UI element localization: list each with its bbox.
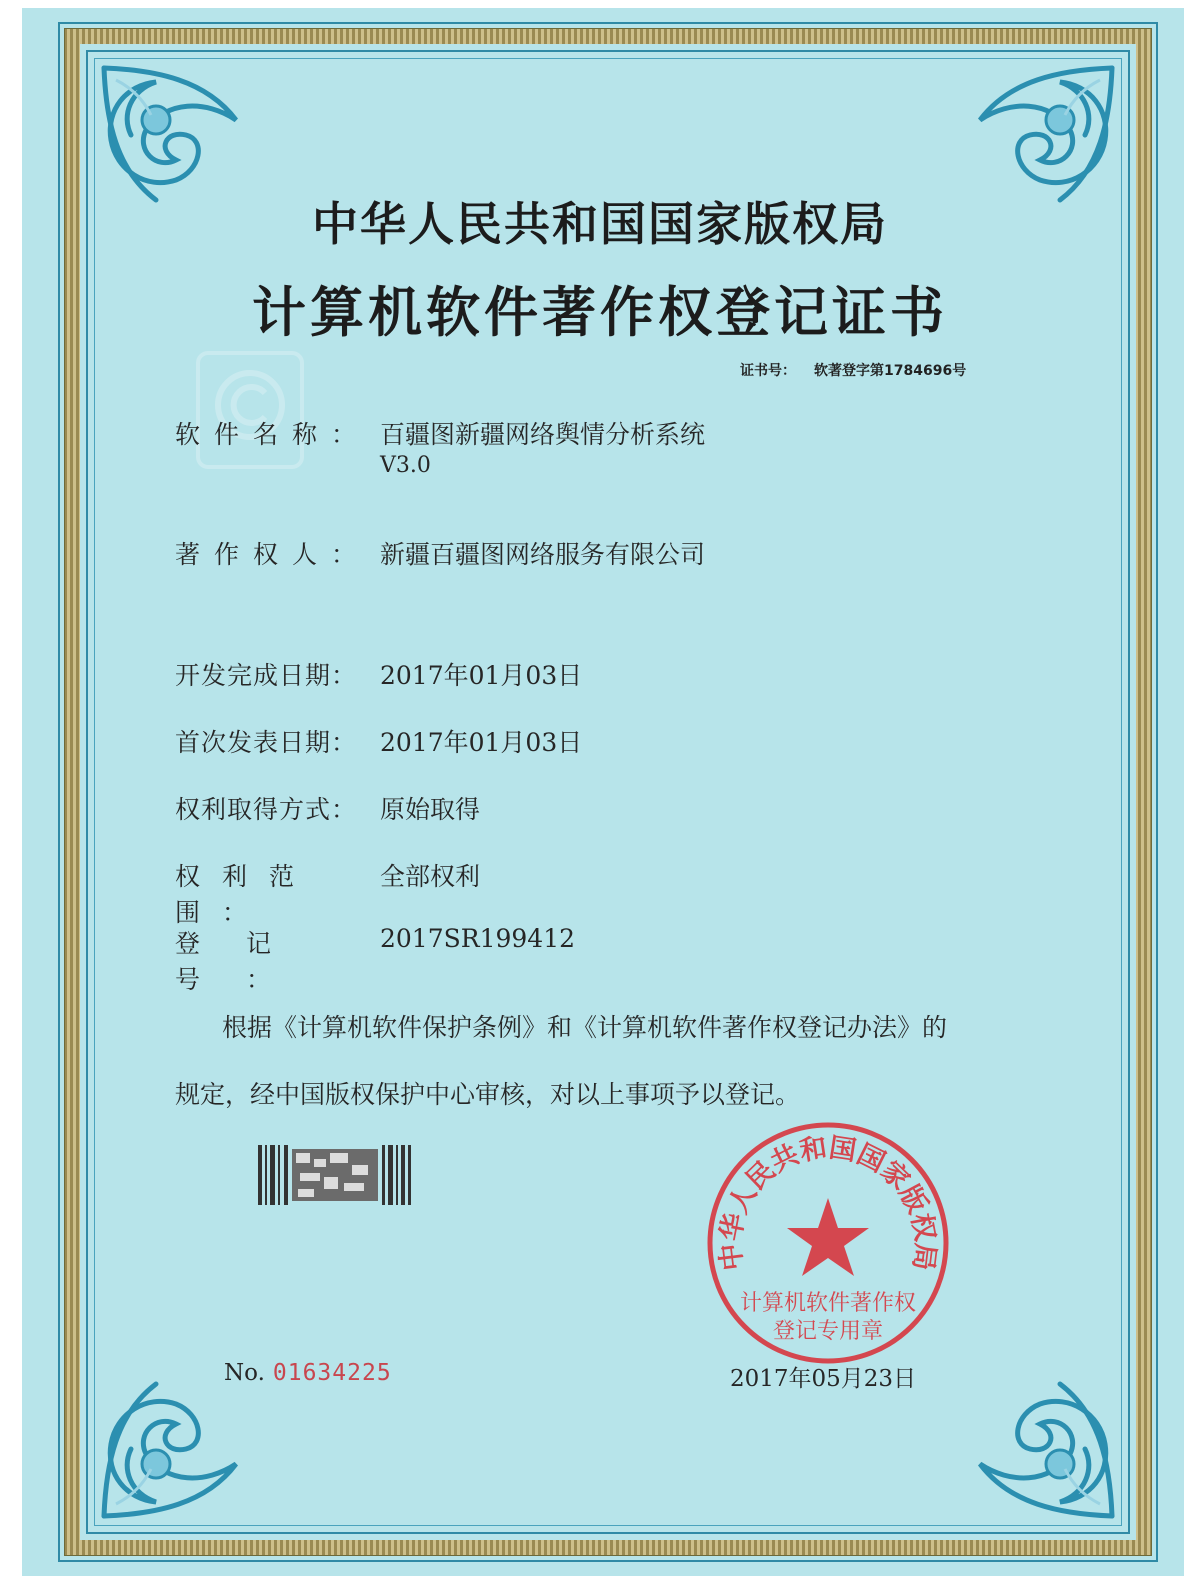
seal-line-2: 登记专用章 — [772, 1319, 884, 1344]
serial-label: No. — [224, 1360, 265, 1386]
statement-line-1: 根据《计算机软件保护条例》和《计算机软件著作权登记办法》的 — [222, 1013, 948, 1042]
field-value: 原始取得 — [380, 795, 481, 824]
serial-value: 01634225 — [272, 1360, 392, 1386]
certificate-number — [740, 360, 966, 380]
issue-date: 2017年05月23日 — [730, 1366, 917, 1392]
field-value: 2017年01月03日 — [380, 661, 583, 690]
seal-line-1: 计算机软件著作权 — [739, 1291, 917, 1316]
field-label: 权利取得方式： — [175, 795, 358, 824]
field-value: 2017SR199412 — [380, 924, 576, 953]
field-label: 首次发表日期： — [175, 728, 358, 757]
official-seal-stamp — [703, 1118, 953, 1368]
field-value — [380, 415, 980, 478]
field-label: 著作权人： — [175, 540, 371, 569]
seal-star-icon — [787, 1198, 869, 1276]
statement-line-2: 规定，经中国版权保护中心审核，对以上事项予以登记。 — [175, 1080, 801, 1109]
certificate-title: 计算机软件著作权登记证书 — [252, 281, 948, 344]
field-label: 登记号： — [175, 929, 318, 994]
field-label: 权利范围： — [175, 862, 317, 927]
field-value: 2017年01月03日 — [380, 728, 583, 757]
software-name-version: V3.0 — [380, 453, 431, 478]
barcode-icon — [258, 1145, 414, 1205]
software-name-line1: 百疆图新疆网络舆情分析系统 — [380, 420, 706, 449]
issuer-title: 中华人民共和国国家版权局 — [312, 197, 888, 251]
field-label: 开发完成日期： — [175, 661, 358, 690]
serial-number — [224, 1360, 392, 1386]
certificate-number-value: 软著登字第1784696号 — [814, 363, 967, 379]
field-value: 新疆百疆图网络服务有限公司 — [380, 540, 706, 569]
corner-ornament-bottom-left — [96, 1374, 246, 1524]
copyright-emboss-icon — [190, 345, 310, 475]
certificate-number-label: 证书号： — [740, 363, 796, 379]
seal-ring-text: 中华人民共和国国家版权局 — [715, 1132, 941, 1273]
field-value: 全部权利 — [380, 862, 481, 891]
field-label: 软件名称： — [175, 420, 371, 449]
corner-ornament-bottom-right — [970, 1374, 1120, 1524]
